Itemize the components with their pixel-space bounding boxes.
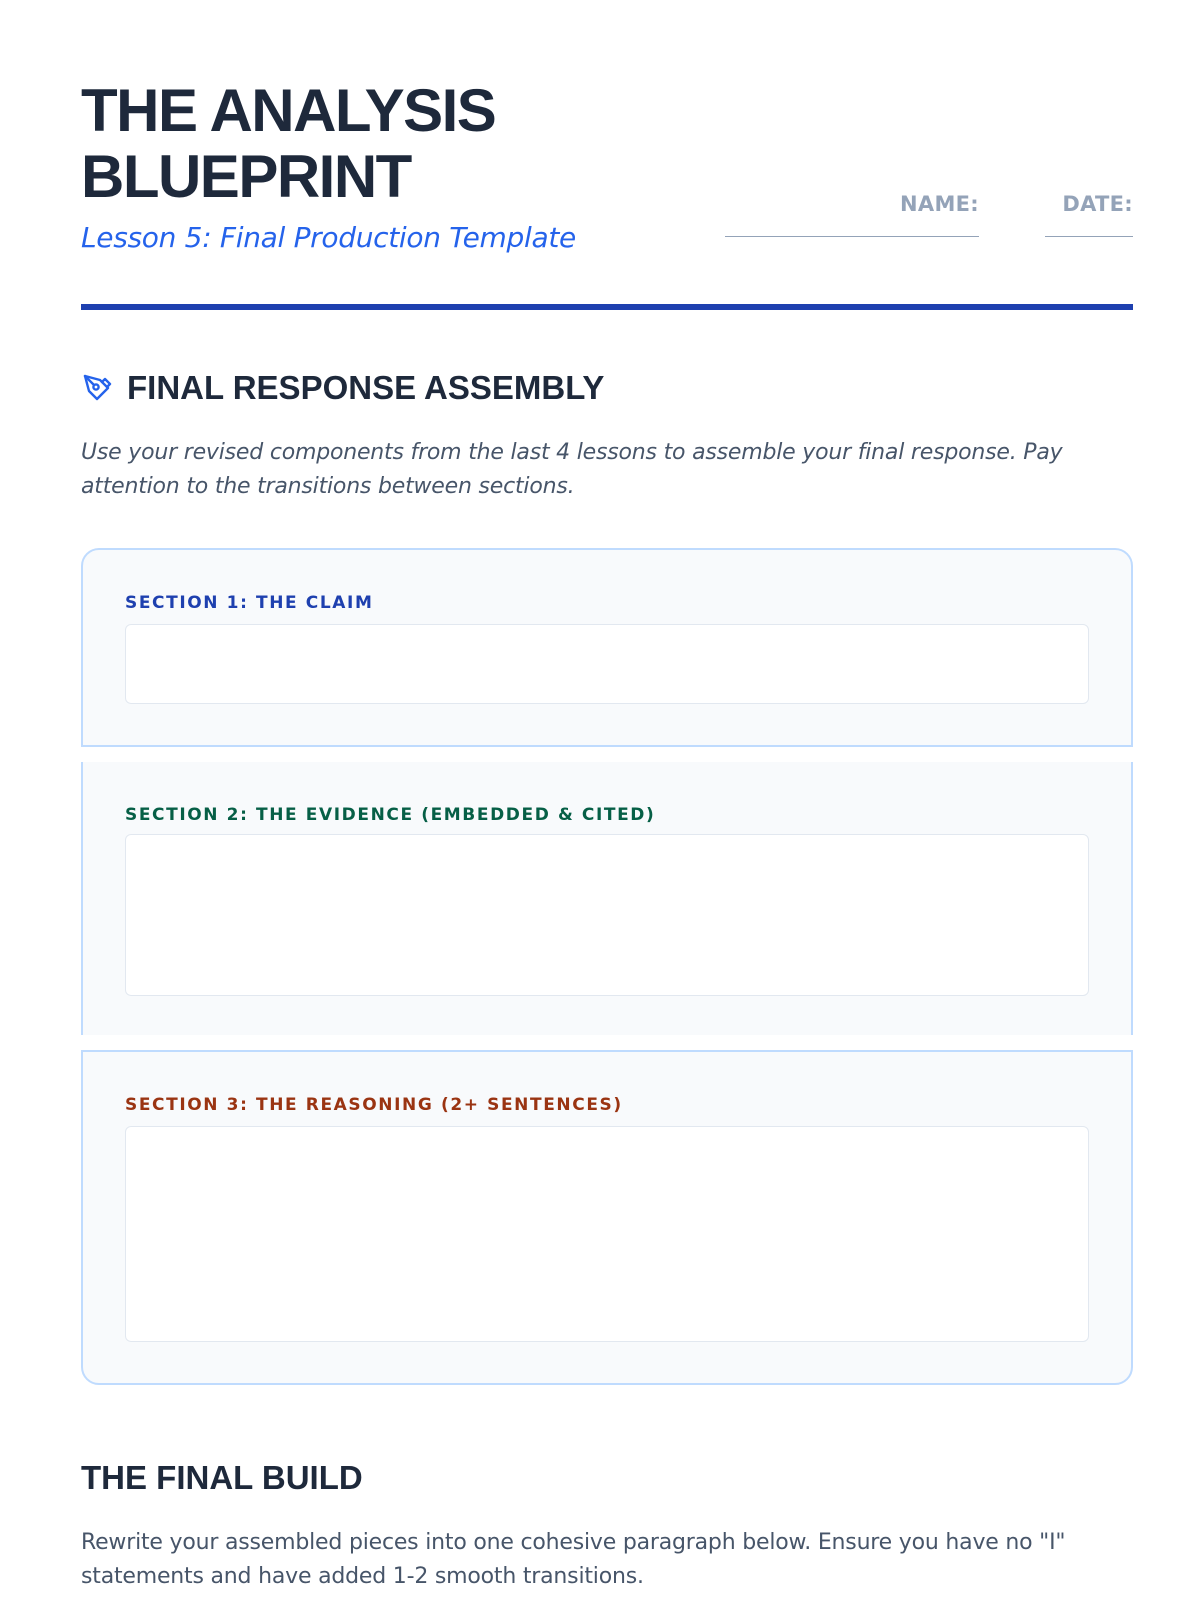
section-label-reasoning: SECTION 3: THE REASONING (2+ SENTENCES) bbox=[125, 1095, 623, 1115]
worksheet-page bbox=[81, 0, 1133, 1600]
assembly-instructions: Use your revised components from the last 4 lessons to assemble your final response. Pay attention to the transitions between sections. bbox=[81, 440, 1063, 499]
name-label: NAME: bbox=[900, 192, 979, 216]
header-divider bbox=[81, 304, 1133, 310]
reasoning-answer-box[interactable] bbox=[125, 1126, 1089, 1342]
section-card-evidence bbox=[81, 762, 1133, 1035]
worksheet-header bbox=[81, 78, 1133, 310]
date-field bbox=[1045, 190, 1133, 237]
evidence-answer-box[interactable] bbox=[125, 834, 1089, 996]
section-card-reasoning bbox=[81, 1050, 1133, 1385]
name-blank-line[interactable] bbox=[725, 236, 979, 237]
name-field bbox=[725, 190, 979, 237]
final-build-heading: THE FINAL BUILD bbox=[81, 1459, 363, 1496]
page-title: THE ANALYSIS BLUEPRINT bbox=[81, 77, 496, 210]
section-label-evidence: SECTION 2: THE EVIDENCE (EMBEDDED & CITED) bbox=[125, 805, 656, 825]
final-build-instructions: Rewrite your assembled pieces into one cohesive paragraph below. Ensure you have no "I" statements and have added 1-2 smooth transitions. bbox=[81, 1530, 1066, 1589]
section-card-claim bbox=[81, 548, 1133, 747]
lesson-subtitle: Lesson 5: Final Production Template bbox=[81, 221, 576, 254]
assembly-heading-row bbox=[81, 368, 604, 408]
pen-nib-icon bbox=[81, 372, 113, 404]
date-label: DATE: bbox=[1062, 192, 1133, 216]
assembly-heading: FINAL RESPONSE ASSEMBLY bbox=[127, 369, 605, 406]
claim-answer-box[interactable] bbox=[125, 624, 1089, 704]
section-label-claim: SECTION 1: THE CLAIM bbox=[125, 593, 374, 613]
date-blank-line[interactable] bbox=[1045, 236, 1133, 237]
